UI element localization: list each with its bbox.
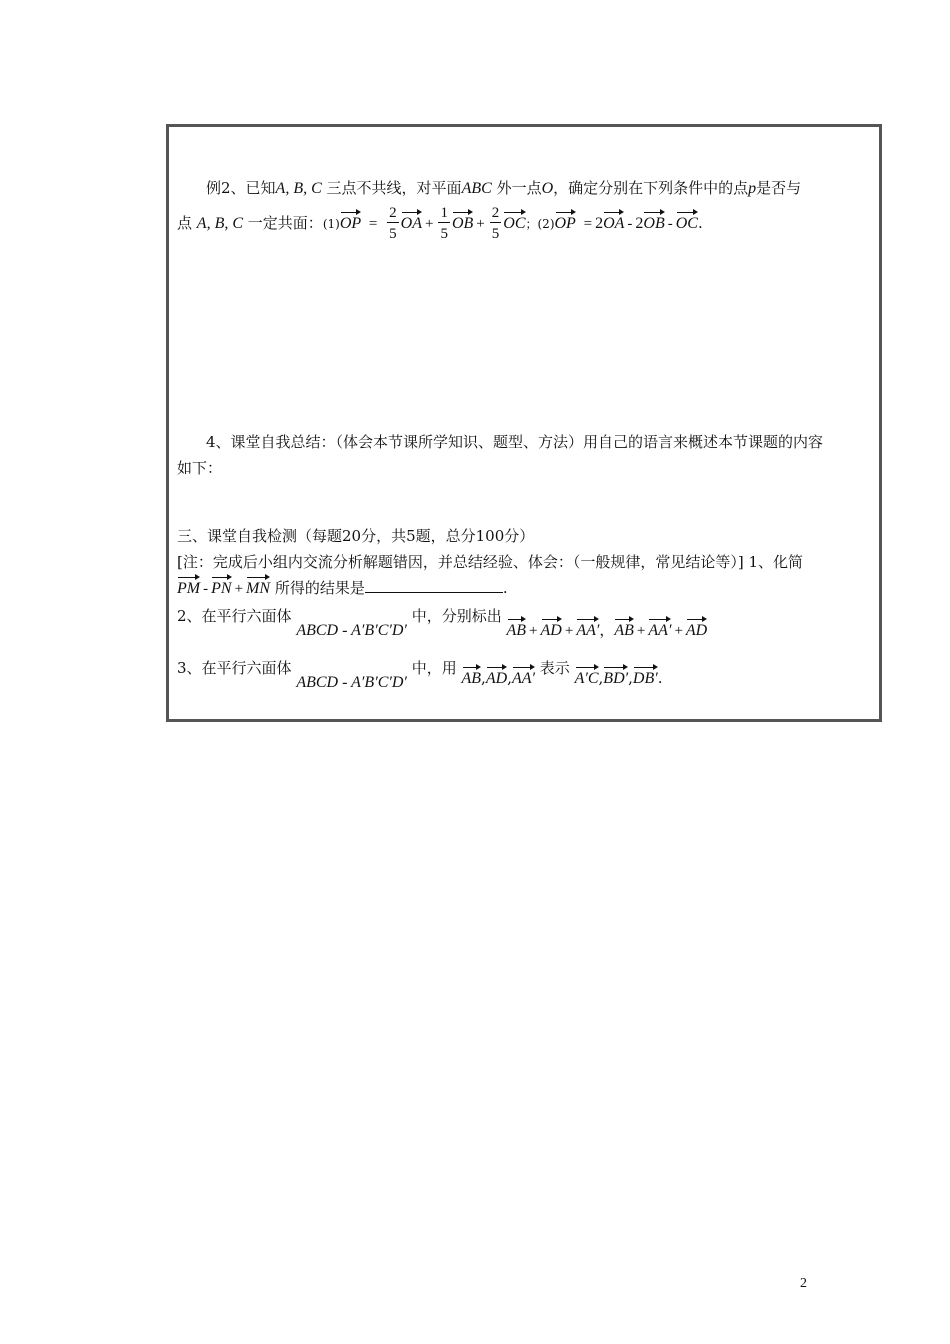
equals: =: [368, 215, 378, 232]
vec-ob: OB: [452, 210, 473, 232]
plus: +: [529, 623, 538, 639]
vec-oa: OA: [401, 210, 422, 232]
points-abc: A, B, C: [275, 180, 322, 197]
plane-abc: ABC: [461, 180, 492, 197]
comma-2: ,: [507, 669, 512, 687]
vec-pn: PN: [211, 575, 231, 597]
fraction-two-fifths-2: $\frac{2}{5}$: [491, 205, 500, 242]
self-test-note-line: [177, 551, 803, 572]
summary-line1: 4、课堂自我总结：（体会本节课所学知识、题型、方法）用自己的语言来概述本节课题的内容: [206, 433, 824, 451]
q3-target: [575, 669, 663, 687]
minus-2: -: [667, 215, 673, 232]
minus: -: [203, 581, 209, 597]
q1-tail: 所得的结果是: [274, 579, 365, 597]
q1-line: [177, 575, 508, 598]
plus-2: +: [564, 623, 574, 639]
self-test-note: [注：完成后小组内交流分析解题错因，并总结经验、体会：（一般规律，常见结论等）]: [177, 553, 744, 571]
q3-mid: 中，用: [411, 659, 457, 677]
point-o: O: [541, 180, 554, 197]
vec-op-2: OP: [555, 210, 576, 232]
vec-oc-2: OC: [676, 210, 698, 232]
plus-3: +: [636, 623, 646, 639]
vec-pm: PM: [177, 575, 200, 597]
vec-oa-2: OA: [603, 210, 624, 232]
solid-name-2: ABCD - A′B′C′D′: [296, 674, 407, 691]
coef-2b: 2: [635, 214, 644, 232]
q3-prefix: 3、在平行六面体: [177, 659, 292, 677]
vec-bd1: BD′: [603, 665, 628, 687]
vec-aa1: AA′: [576, 617, 599, 639]
vec-db1: DB′: [633, 665, 658, 687]
vec-ad-2: AD: [686, 617, 707, 639]
vec-ad-3: AD: [486, 665, 507, 687]
example2-suffix: 是否与: [756, 179, 802, 197]
q2-expressions: [507, 621, 708, 639]
q2-mid: 中，分别标出: [411, 607, 502, 625]
q2-sep: ，: [599, 621, 615, 639]
q3-show: 表示: [539, 659, 570, 677]
q3-given: [462, 669, 535, 687]
answer-blank: [365, 578, 503, 593]
plus-4: +: [674, 623, 683, 639]
plus: +: [476, 215, 485, 232]
cond2-end: .: [697, 213, 703, 232]
vec-op: OP: [340, 210, 361, 232]
minus: -: [627, 215, 633, 232]
vec-a1c: A′C: [575, 665, 599, 687]
example2-mid1: 三点不共线，对平面: [326, 179, 462, 197]
plus: +: [425, 215, 434, 232]
self-test-heading: 三、课堂自我检测（每题20分，共5题，总分100分）: [177, 527, 535, 545]
vec-ab-2: AB: [614, 617, 634, 639]
vec-ad: AD: [541, 617, 562, 639]
example2-line2: [177, 205, 703, 243]
coef-2a: 2: [595, 214, 604, 232]
point-p: p: [748, 180, 757, 197]
q1-label: 1、化简: [748, 553, 804, 571]
vec-ab-3: AB: [462, 665, 482, 687]
plus: +: [234, 581, 244, 597]
cond2-label: ；(2): [525, 216, 555, 231]
example2-line2-prefix: 点: [177, 213, 193, 232]
comma-3: ,: [598, 669, 604, 687]
content-frame: [166, 124, 882, 722]
cond1-label: (1): [322, 216, 340, 231]
q3-line: [177, 655, 663, 691]
fraction-two-fifths: $\frac{2}{5}$: [389, 205, 397, 242]
vec-mn: MN: [246, 575, 270, 597]
example2-mid2: 外一点: [496, 179, 542, 197]
comma: ,: [481, 669, 486, 687]
example2-line2-mid: 一定共面：: [247, 213, 323, 232]
page-number: 2: [800, 1276, 807, 1291]
vec-oc: OC: [503, 210, 525, 232]
equals-2: =: [583, 215, 593, 232]
vec-aa1-2: AA′: [648, 617, 671, 639]
q2-prefix: 2、在平行六面体: [177, 607, 292, 625]
vec-aa1-3: AA′: [512, 665, 535, 687]
vec-ab: AB: [507, 617, 527, 639]
solid-name: ABCD - A′B′C′D′: [296, 622, 407, 639]
example2-prefix: 例2、已知: [206, 179, 276, 197]
q2-line: [177, 603, 708, 639]
vec-ob-2: OB: [643, 210, 664, 232]
example2-line1: [206, 177, 801, 198]
points-abc-2: A, B, C: [196, 214, 244, 232]
example2-mid3: ，确定分别在下列条件中的点: [553, 179, 749, 197]
q3-end: .: [657, 669, 663, 687]
summary-line2: 如下：: [177, 459, 223, 477]
q1-end: .: [502, 579, 508, 597]
comma-4: ,: [628, 669, 633, 687]
fraction-one-fifth: $\frac{1}{5}$: [440, 205, 448, 242]
